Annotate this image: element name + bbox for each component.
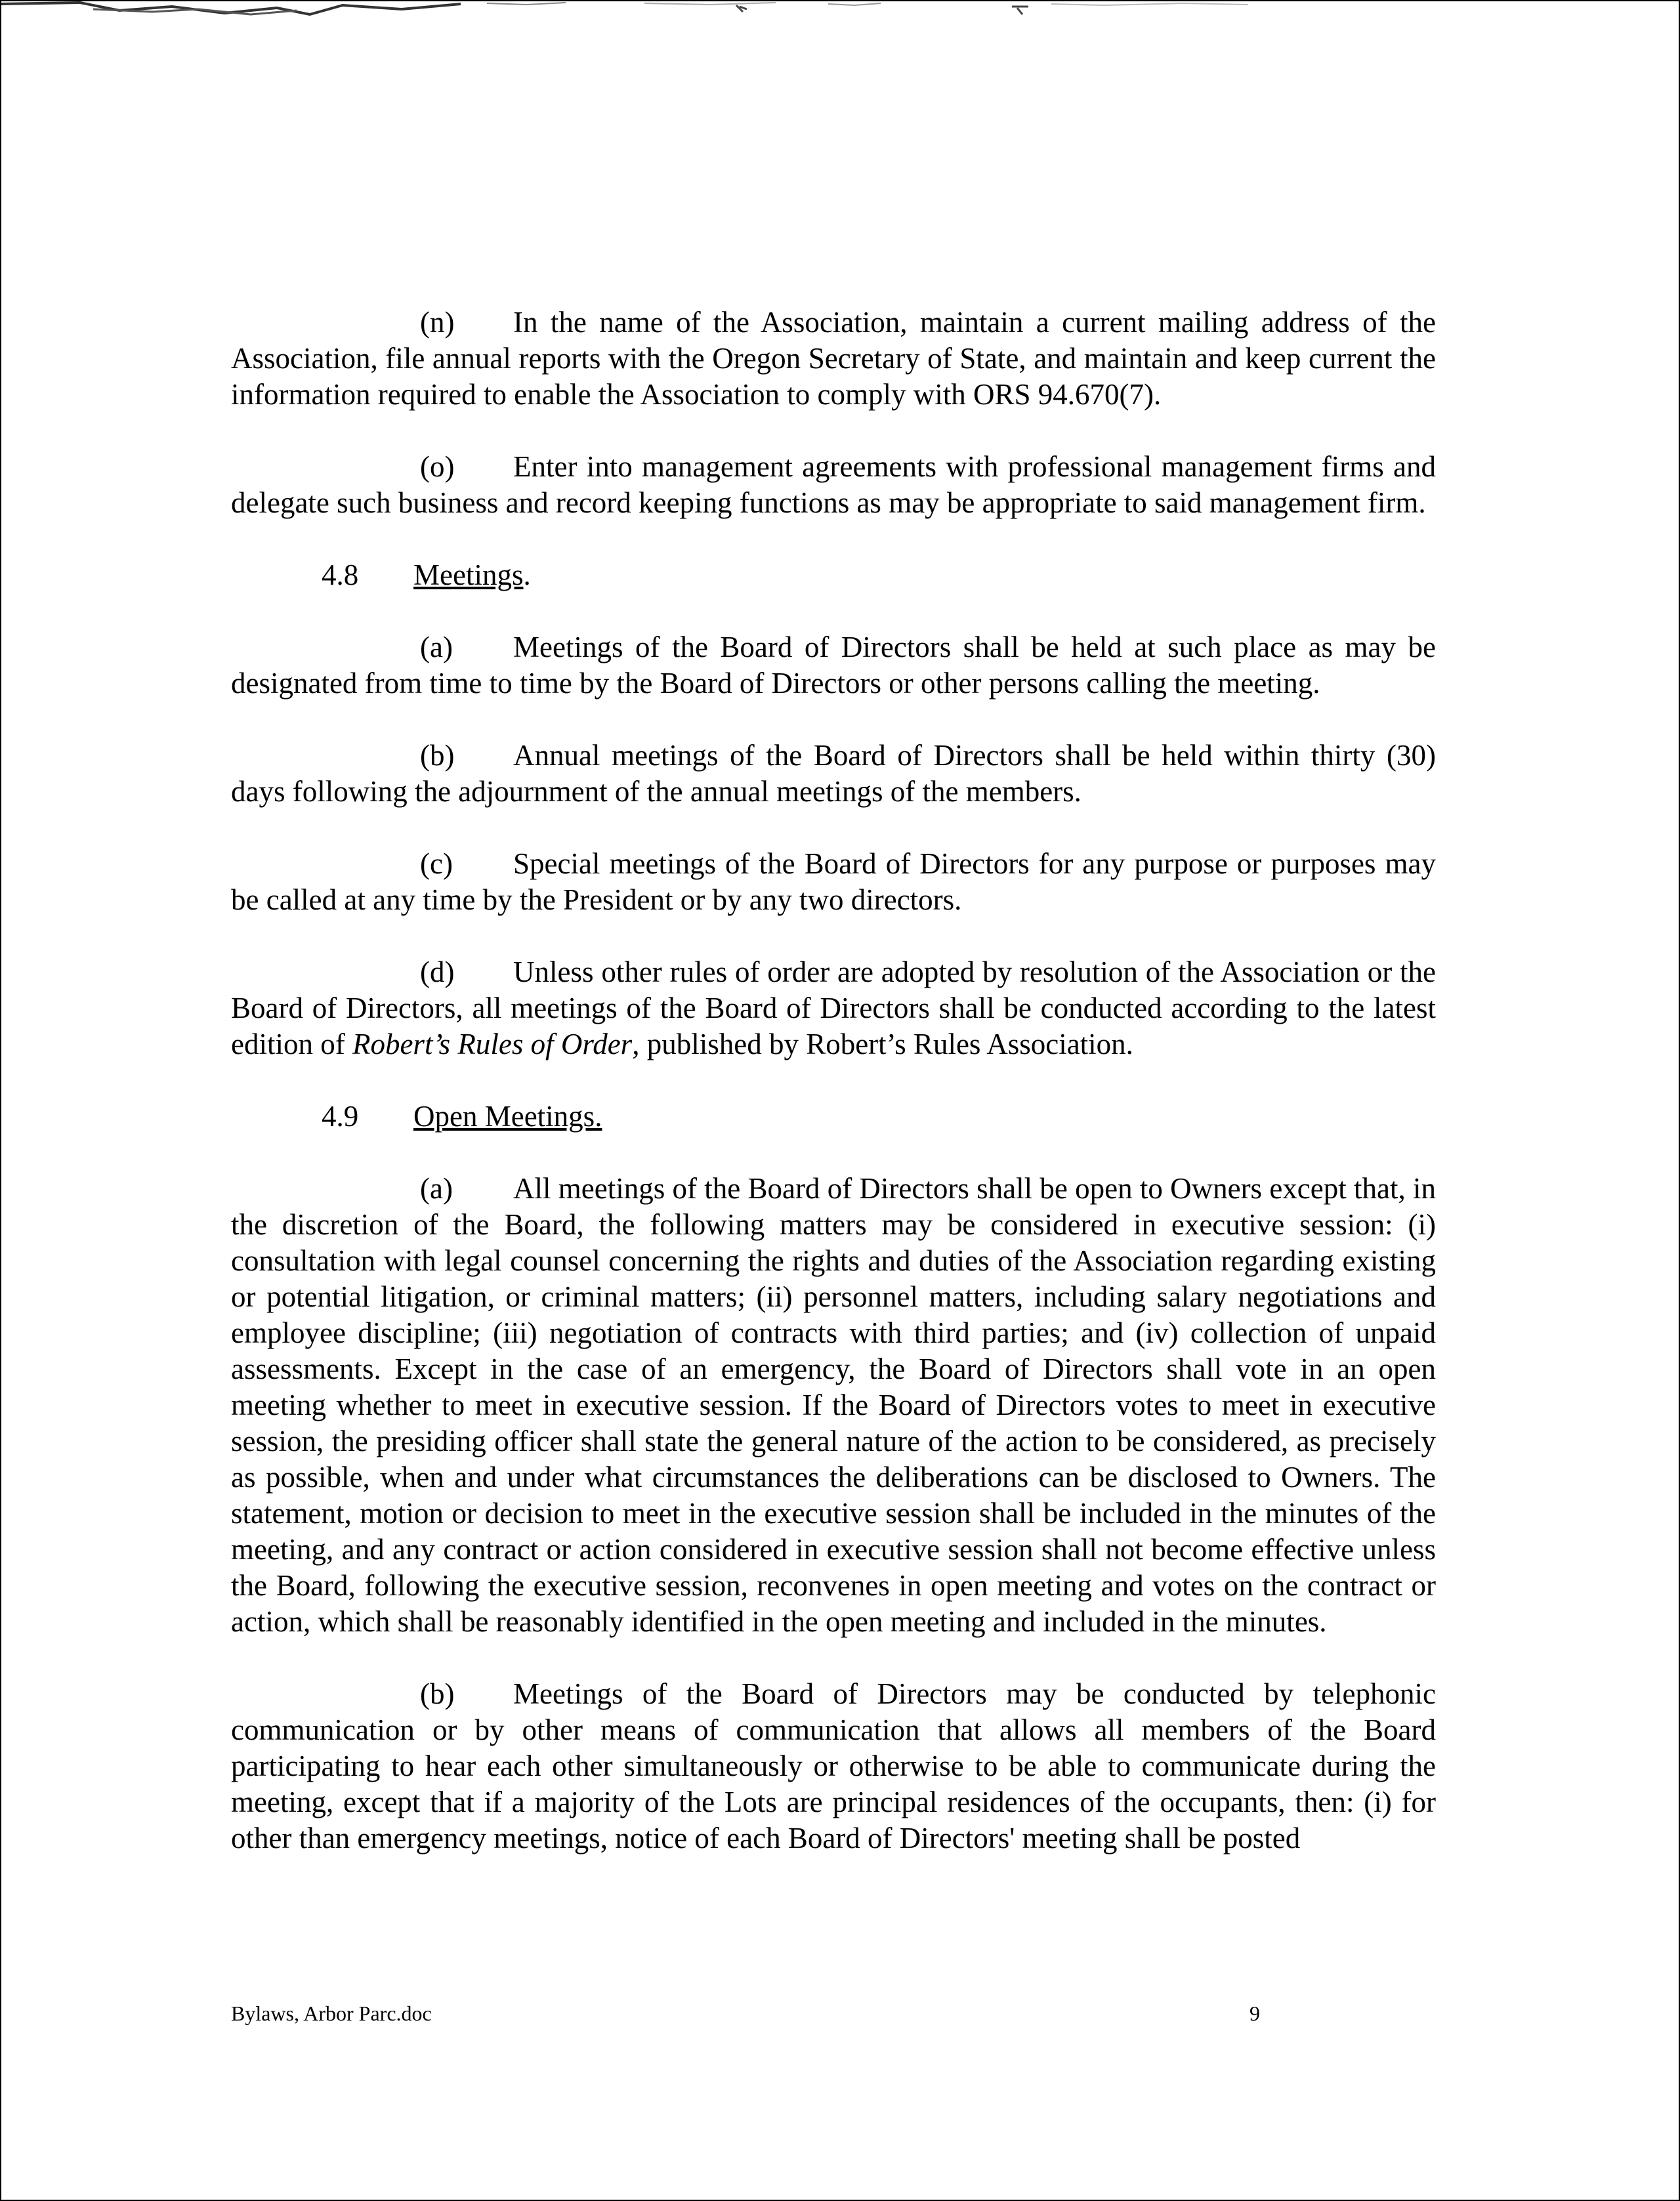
paragraph-4-9-b [231, 1676, 1436, 1856]
document-body [231, 304, 1436, 1893]
section-heading-4-8 [231, 557, 1436, 593]
section-number: 4.9 [322, 1100, 359, 1133]
paragraph-text-end: , published by Robert’s Rules Association. [632, 1028, 1133, 1060]
paragraph-4-9-a [231, 1171, 1436, 1640]
footer-page-number: 9 [1250, 2002, 1260, 2025]
paragraph-label: (c) [420, 847, 453, 880]
paragraph-4-8-c [231, 846, 1436, 918]
paragraph-text: Meetings of the Board of Directors may be conducted by telephonic communication or by other means of communication that allows all members of the Board participating to hear each other simultaneously or otherwise to be able to communicate during the meeting, except that if a majority of the Lots are principal residences of the occupants, then: (i) for other than emergency meetings, notice of each Board of Directors' meeting shall be posted [231, 1677, 1436, 1855]
section-title: Open Meetings. [413, 1100, 602, 1133]
paragraph-label: (a) [420, 631, 453, 663]
paragraph-text: Unless other rules of order are adopted by resolution of the Association or the Board of Directors, all meetings of the Board of Directors shall be conducted according to the latest edition of [231, 955, 1436, 1060]
paragraph-text: All meetings of the Board of Directors shall be open to Owners except that, in the discretion of the Board, the following matters may be considered in executive session: (i) consultation with legal counsel concerning the rights and duties of the Association regarding existing or potential litigation, or criminal matters; (ii) personnel matters, including salary negotiations and employee discipline; (iii) negotiation of contracts with third parties; and (iv) collection of unpaid assessments. Except in the case of an emergency, the Board of Directors shall vote in an open meeting whether to meet in executive session. If the Board of Directors votes to meet in executive session, the presiding officer shall state the general nature of the action to be considered, as precisely as possible, when and under what circumstances the deliberations can be disclosed to Owners. The statement, motion or decision to meet in the executive session shall be included in the minutes of the meeting, and any contract or action considered in executive session shall not become effective unless the Board, following the executive session, reconvenes in open meeting and votes on the contract or action, which shall be reasonably identified in the open meeting and included in the minutes. [231, 1172, 1436, 1638]
paragraph-label: (b) [420, 739, 455, 772]
paragraph-text: Annual meetings of the Board of Directors shall be held within thirty (30) days following the adjournment of the annual meetings of the members. [231, 739, 1436, 808]
section-title: Meetings [413, 558, 524, 591]
section-heading-4-9 [231, 1099, 1436, 1135]
paragraph-4-8-d [231, 954, 1436, 1062]
scan-artifact-top [1, 1, 1679, 28]
paragraph-text: Enter into management agreements with professional management firms and delegate such business and record keeping functions as may be appropriate to said management firm. [231, 450, 1436, 519]
paragraph-text: In the name of the Association, maintain a current mailing address of the Association, file annual reports with the Oregon Secretary of State, and maintain and keep current the information required to enable the Association to comply with ORS 94.670(7). [231, 306, 1436, 411]
paragraph-o [231, 449, 1436, 521]
paragraph-label: (a) [420, 1172, 453, 1205]
paragraph-label: (o) [420, 450, 455, 483]
paragraph-4-8-b [231, 738, 1436, 810]
paragraph-text: Meetings of the Board of Directors shall be held at such place as may be designated from time to time by the Board of Directors or other persons calling the meeting. [231, 631, 1436, 700]
italic-title-roberts-rules: Robert’s Rules of Order [352, 1028, 633, 1060]
section-title-suffix: . [523, 558, 531, 591]
footer-filename: Bylaws, Arbor Parc.doc [231, 2002, 432, 2025]
paragraph-label: (n) [420, 306, 455, 339]
paragraph-4-8-a [231, 629, 1436, 702]
paragraph-label: (b) [420, 1677, 455, 1710]
paragraph-label: (d) [420, 955, 455, 988]
paragraph-text: Special meetings of the Board of Directors for any purpose or purposes may be called at any time by the President or by any two directors. [231, 847, 1436, 916]
paragraph-n [231, 304, 1436, 413]
section-number: 4.8 [322, 558, 359, 591]
